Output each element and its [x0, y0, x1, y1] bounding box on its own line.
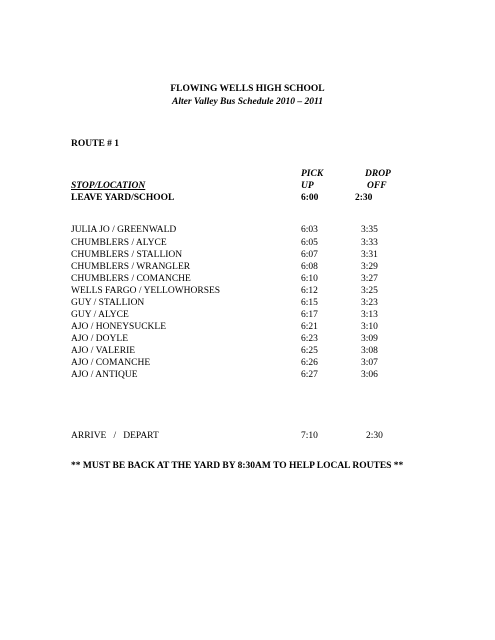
- stop-name: CHUMBLERS / WRANGLER: [71, 262, 191, 272]
- pick-time: 6:27: [301, 370, 318, 380]
- stop-name: AJO / COMANCHE: [71, 358, 151, 368]
- stop-name: JULIA JO / GREENWALD: [71, 225, 177, 235]
- route-label: ROUTE # 1: [71, 139, 120, 149]
- drop-time: 3:10: [361, 322, 378, 332]
- table-row: [0, 310, 495, 321]
- pick-time: 6:12: [301, 286, 318, 296]
- table-row: [0, 286, 495, 297]
- leave-pick: 6:00: [301, 193, 319, 203]
- drop-time: 3:13: [361, 310, 378, 320]
- stop-name: AJO / ANTIQUE: [71, 370, 138, 380]
- stop-location-header: [71, 181, 399, 192]
- drop-header-line1: DROP: [365, 169, 391, 179]
- pick-header-line2: UP: [301, 181, 314, 191]
- drop-time: 3:09: [361, 334, 378, 344]
- drop-time: 3:08: [361, 346, 378, 356]
- arrive-pick: 7:10: [301, 431, 318, 441]
- table-row: [0, 298, 495, 309]
- pick-time: 6:03: [301, 225, 318, 235]
- drop-time: 3:31: [361, 250, 378, 260]
- pick-time: 6:26: [301, 358, 318, 368]
- drop-header-line2: OFF: [367, 181, 387, 191]
- stop-name: AJO / HONEYSUCKLE: [71, 322, 166, 332]
- table-row: [0, 274, 495, 285]
- table-row: [0, 322, 495, 333]
- leave-drop: 2:30: [355, 193, 373, 203]
- arrive-depart-label: ARRIVE / DEPART: [71, 431, 159, 441]
- footer-note: ** MUST BE BACK AT THE YARD BY 8:30AM TO HELP LOCAL ROUTES **: [71, 461, 404, 471]
- table-row: [0, 225, 495, 236]
- schedule-subtitle: Alter Valley Bus Schedule 2010 – 2011: [172, 97, 323, 107]
- pick-time: 6:05: [301, 238, 318, 248]
- pick-time: 6:23: [301, 334, 318, 344]
- arrive-drop: 2:30: [366, 431, 383, 441]
- pick-time: 6:17: [301, 310, 318, 320]
- pick-header-line1: PICK: [301, 169, 324, 179]
- drop-time: 3:27: [361, 274, 378, 284]
- pick-time: 6:25: [301, 346, 318, 356]
- stop-name: AJO / VALERIE: [71, 346, 136, 356]
- table-row: [0, 238, 495, 249]
- stop-header-text: STOP/LOCATION: [71, 181, 146, 191]
- table-row: [0, 346, 495, 357]
- school-title: FLOWING WELLS HIGH SCHOOL: [170, 84, 325, 94]
- pick-time: 6:08: [301, 262, 318, 272]
- stop-name: CHUMBLERS / ALYCE: [71, 238, 167, 248]
- pick-time: 6:10: [301, 274, 318, 284]
- table-row: [0, 358, 495, 369]
- drop-time: 3:25: [361, 286, 378, 296]
- drop-time: 3:06: [361, 370, 378, 380]
- pick-time: 6:07: [301, 250, 318, 260]
- table-row: [0, 262, 495, 273]
- table-row: [0, 334, 495, 345]
- stop-name: WELLS FARGO / YELLOWHORSES: [71, 286, 221, 296]
- stop-name: AJO / DOYLE: [71, 334, 128, 344]
- drop-time: 3:29: [361, 262, 378, 272]
- table-row: [0, 370, 495, 381]
- stop-name: GUY / STALLION: [71, 298, 145, 308]
- leave-label: LEAVE YARD/SCHOOL: [71, 193, 175, 203]
- pick-time: 6:21: [301, 322, 318, 332]
- drop-time: 3:07: [361, 358, 378, 368]
- drop-time: 3:35: [361, 225, 378, 235]
- drop-time: 3:23: [361, 298, 378, 308]
- stop-name: CHUMBLERS / COMANCHE: [71, 274, 191, 284]
- stop-name: CHUMBLERS / STALLION: [71, 250, 183, 260]
- pick-time: 6:15: [301, 298, 318, 308]
- drop-time: 3:33: [361, 238, 378, 248]
- stop-name: GUY / ALYCE: [71, 310, 129, 320]
- table-row: [0, 250, 495, 261]
